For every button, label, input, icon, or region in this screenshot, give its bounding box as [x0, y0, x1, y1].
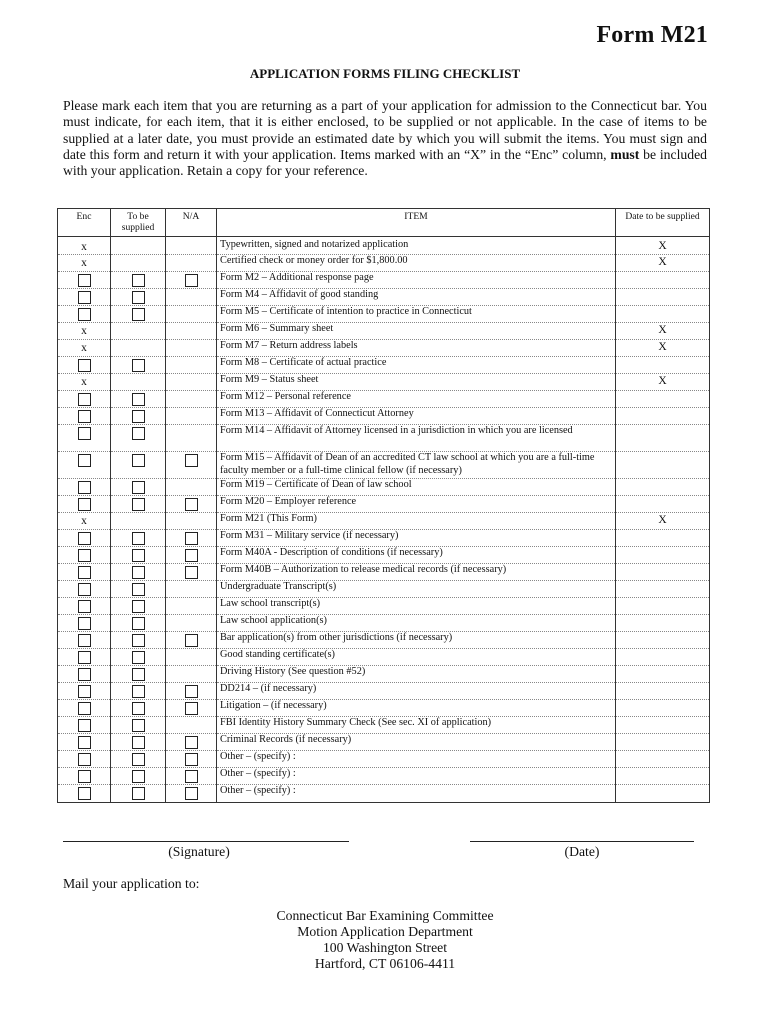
na-cell: [166, 581, 217, 598]
address-line: Connecticut Bar Examining Committee: [276, 908, 494, 923]
enc-cell: [58, 237, 111, 255]
table-row: [58, 649, 710, 666]
date-to-be-supplied-cell: [616, 391, 710, 408]
date-to-be-supplied-cell: [616, 598, 710, 615]
item-label: Form M2 – Additional response page: [217, 272, 616, 289]
na-cell: [166, 564, 217, 581]
to-be-supplied-cell: [111, 374, 166, 391]
item-label: Undergraduate Transcript(s): [217, 581, 616, 598]
item-label: Criminal Records (if necessary): [217, 734, 616, 751]
date-to-be-supplied-cell: [616, 425, 710, 452]
enc-cell: [58, 479, 111, 496]
date-to-be-supplied-cell: [616, 785, 710, 803]
table-row: [58, 272, 710, 289]
date-to-be-supplied-cell: X: [616, 374, 710, 391]
na-cell: [166, 340, 217, 357]
instructions-text-1: Please mark each item that you are returning as a part of your application for admission to the Connecticut bar. You must indicate, for each item, that it is either enclosed, to be supplied or not applicable. In the case of items to be supplied at a later date, you must provide an estimated date by which you will submit the items. You must sign and date this form and return it with your application. Items marked with an “X” in the “Enc” column,: [63, 98, 707, 162]
na-cell: [166, 717, 217, 734]
na-cell: [166, 615, 217, 632]
to-be-supplied-checkbox[interactable]: [132, 410, 145, 423]
enc-cell: [58, 615, 111, 632]
date-to-be-supplied-cell: [616, 751, 710, 768]
na-cell: [166, 452, 217, 479]
header-to-be-supplied: To be supplied: [111, 209, 166, 237]
table-row: [58, 683, 710, 700]
enc-checkbox[interactable]: [78, 787, 91, 800]
signature-line: [63, 841, 349, 842]
enc-checkbox[interactable]: [78, 770, 91, 783]
enc-checkbox[interactable]: [78, 634, 91, 647]
item-label: Other – (specify) :: [217, 768, 616, 785]
table-row: [58, 374, 710, 391]
date-to-be-supplied-cell: [616, 666, 710, 683]
enc-mark: x: [81, 515, 87, 527]
enc-checkbox[interactable]: [78, 651, 91, 664]
item-label: Law school transcript(s): [217, 598, 616, 615]
table-row: [58, 479, 710, 496]
to-be-supplied-cell: [111, 513, 166, 530]
enc-cell: [58, 683, 111, 700]
na-checkbox[interactable]: [185, 274, 198, 287]
enc-cell: [58, 272, 111, 289]
instructions-emphasis: must: [610, 146, 640, 162]
table-row: [58, 615, 710, 632]
to-be-supplied-cell: [111, 785, 166, 803]
item-label: Form M4 – Affidavit of good standing: [217, 289, 616, 306]
to-be-supplied-checkbox[interactable]: [132, 498, 145, 511]
na-cell: [166, 666, 217, 683]
to-be-supplied-checkbox[interactable]: [132, 736, 145, 749]
date-to-be-supplied-cell: [616, 734, 710, 751]
to-be-supplied-cell: [111, 323, 166, 340]
instructions-text-2: be included with your application. Retain a copy for your reference.: [63, 146, 707, 179]
signature-label: (Signature): [168, 844, 230, 859]
na-cell: [166, 632, 217, 649]
item-label: Form M31 – Military service (if necessary): [217, 530, 616, 547]
to-be-supplied-checkbox[interactable]: [132, 566, 145, 579]
date-to-be-supplied-cell: [616, 408, 710, 425]
header-item: ITEM: [217, 209, 616, 237]
date-to-be-supplied-cell: [616, 700, 710, 717]
mail-label: Mail your application to:: [63, 876, 200, 891]
enc-cell: [58, 255, 111, 272]
na-cell: [166, 479, 217, 496]
enc-cell: [58, 547, 111, 564]
to-be-supplied-cell: [111, 751, 166, 768]
to-be-supplied-cell: [111, 768, 166, 785]
to-be-supplied-checkbox[interactable]: [132, 274, 145, 287]
to-be-supplied-checkbox[interactable]: [132, 634, 145, 647]
date-to-be-supplied-cell: [616, 564, 710, 581]
na-checkbox[interactable]: [185, 770, 198, 783]
table-row: [58, 751, 710, 768]
enc-cell: [58, 425, 111, 452]
table-row: [58, 581, 710, 598]
date-to-be-supplied-cell: [616, 649, 710, 666]
na-cell: [166, 289, 217, 306]
na-cell: [166, 374, 217, 391]
table-row: [58, 323, 710, 340]
date-to-be-supplied-cell: [616, 547, 710, 564]
table-row: [58, 513, 710, 530]
to-be-supplied-checkbox[interactable]: [132, 651, 145, 664]
enc-checkbox[interactable]: [78, 566, 91, 579]
na-cell: [166, 513, 217, 530]
item-label: Other – (specify) :: [217, 751, 616, 768]
enc-checkbox[interactable]: [78, 454, 91, 467]
enc-cell: [58, 391, 111, 408]
to-be-supplied-cell: [111, 683, 166, 700]
item-label: Bar application(s) from other jurisdictions (if necessary): [217, 632, 616, 649]
to-be-supplied-checkbox[interactable]: [132, 291, 145, 304]
date-to-be-supplied-cell: [616, 272, 710, 289]
item-label: Form M8 – Certificate of actual practice: [217, 357, 616, 374]
item-label: Form M7 – Return address labels: [217, 340, 616, 357]
item-label: Form M13 – Affidavit of Connecticut Attorney: [217, 408, 616, 425]
enc-checkbox[interactable]: [78, 600, 91, 613]
to-be-supplied-cell: [111, 306, 166, 323]
to-be-supplied-checkbox[interactable]: [132, 359, 145, 372]
na-cell: [166, 255, 217, 272]
to-be-supplied-checkbox[interactable]: [132, 549, 145, 562]
to-be-supplied-cell: [111, 632, 166, 649]
enc-checkbox[interactable]: [78, 393, 91, 406]
form-number: Form M21: [596, 22, 708, 48]
to-be-supplied-checkbox[interactable]: [132, 481, 145, 494]
to-be-supplied-checkbox[interactable]: [132, 583, 145, 596]
na-cell: [166, 785, 217, 803]
enc-checkbox[interactable]: [78, 532, 91, 545]
instructions-paragraph: [63, 98, 707, 179]
na-checkbox[interactable]: [185, 787, 198, 800]
table-row: [58, 632, 710, 649]
address-line: 100 Washington Street: [322, 940, 448, 955]
header-enc: Enc: [58, 209, 111, 237]
table-row: [58, 547, 710, 564]
enc-mark: x: [81, 342, 87, 354]
enc-cell: [58, 717, 111, 734]
enc-cell: [58, 496, 111, 513]
date-to-be-supplied-cell: [616, 306, 710, 323]
to-be-supplied-checkbox[interactable]: [132, 600, 145, 613]
to-be-supplied-cell: [111, 666, 166, 683]
enc-mark: x: [81, 241, 87, 253]
enc-checkbox[interactable]: [78, 498, 91, 511]
item-label: Certified check or money order for $1,800.00: [217, 255, 616, 272]
item-label: Form M9 – Status sheet: [217, 374, 616, 391]
checklist-body: [58, 237, 710, 803]
enc-cell: [58, 785, 111, 803]
to-be-supplied-cell: [111, 598, 166, 615]
na-cell: [166, 683, 217, 700]
item-label: Form M19 – Certificate of Dean of law school: [217, 479, 616, 496]
to-be-supplied-cell: [111, 357, 166, 374]
na-cell: [166, 649, 217, 666]
table-row: [58, 717, 710, 734]
item-label: Good standing certificate(s): [217, 649, 616, 666]
address-line: Motion Application Department: [297, 924, 473, 939]
enc-cell: [58, 530, 111, 547]
date-to-be-supplied-cell: [616, 632, 710, 649]
enc-checkbox[interactable]: [78, 668, 91, 681]
date-to-be-supplied-cell: [616, 452, 710, 479]
enc-cell: [58, 513, 111, 530]
table-row: [58, 700, 710, 717]
enc-cell: [58, 306, 111, 323]
enc-checkbox[interactable]: [78, 427, 91, 440]
to-be-supplied-checkbox[interactable]: [132, 668, 145, 681]
table-row: [58, 768, 710, 785]
na-checkbox[interactable]: [185, 685, 198, 698]
enc-cell: [58, 581, 111, 598]
enc-checkbox[interactable]: [78, 308, 91, 321]
to-be-supplied-cell: [111, 272, 166, 289]
na-checkbox[interactable]: [185, 566, 198, 579]
date-to-be-supplied-cell: X: [616, 255, 710, 272]
item-label: Driving History (See question #52): [217, 666, 616, 683]
to-be-supplied-cell: [111, 340, 166, 357]
na-checkbox[interactable]: [185, 454, 198, 467]
to-be-supplied-cell: [111, 530, 166, 547]
na-checkbox[interactable]: [185, 549, 198, 562]
na-checkbox[interactable]: [185, 736, 198, 749]
na-cell: [166, 547, 217, 564]
table-row: [58, 237, 710, 255]
date-to-be-supplied-cell: [616, 717, 710, 734]
to-be-supplied-cell: [111, 615, 166, 632]
table-row: [58, 357, 710, 374]
na-cell: [166, 751, 217, 768]
to-be-supplied-checkbox[interactable]: [132, 427, 145, 440]
address-line: Hartford, CT 06106-4411: [314, 956, 456, 971]
to-be-supplied-cell: [111, 391, 166, 408]
to-be-supplied-checkbox[interactable]: [132, 532, 145, 545]
enc-checkbox[interactable]: [78, 685, 91, 698]
to-be-supplied-cell: [111, 255, 166, 272]
enc-mark: x: [81, 325, 87, 337]
item-label: FBI Identity History Summary Check (See sec. XI of application): [217, 717, 616, 734]
enc-checkbox[interactable]: [78, 410, 91, 423]
checklist-header-row: [58, 209, 710, 237]
date-label: (Date): [564, 844, 600, 859]
to-be-supplied-checkbox[interactable]: [132, 393, 145, 406]
item-label: Law school application(s): [217, 615, 616, 632]
item-label: Typewritten, signed and notarized application: [217, 237, 616, 255]
enc-checkbox[interactable]: [78, 617, 91, 630]
enc-cell: [58, 323, 111, 340]
date-to-be-supplied-cell: X: [616, 340, 710, 357]
to-be-supplied-checkbox[interactable]: [132, 719, 145, 732]
na-cell: [166, 530, 217, 547]
to-be-supplied-cell: [111, 479, 166, 496]
enc-cell: [58, 768, 111, 785]
table-row: [58, 425, 710, 452]
enc-cell: [58, 751, 111, 768]
to-be-supplied-cell: [111, 289, 166, 306]
enc-cell: [58, 374, 111, 391]
to-be-supplied-checkbox[interactable]: [132, 685, 145, 698]
na-checkbox[interactable]: [185, 532, 198, 545]
enc-cell: [58, 564, 111, 581]
date-to-be-supplied-cell: [616, 615, 710, 632]
item-label: DD214 – (if necessary): [217, 683, 616, 700]
na-cell: [166, 768, 217, 785]
na-checkbox[interactable]: [185, 702, 198, 715]
table-row: [58, 306, 710, 323]
date-to-be-supplied-cell: X: [616, 513, 710, 530]
na-cell: [166, 496, 217, 513]
header-date: Date to be supplied: [616, 209, 710, 237]
item-label: Form M21 (This Form): [217, 513, 616, 530]
checklist-table: [57, 208, 710, 803]
enc-cell: [58, 734, 111, 751]
enc-mark: x: [81, 376, 87, 388]
mailing-address: [0, 908, 770, 972]
to-be-supplied-checkbox[interactable]: [132, 770, 145, 783]
enc-cell: [58, 357, 111, 374]
item-label: Form M14 – Affidavit of Attorney licensed in a jurisdiction in which you are licensed: [217, 425, 616, 452]
table-row: [58, 391, 710, 408]
item-label: Litigation – (if necessary): [217, 700, 616, 717]
enc-checkbox[interactable]: [78, 291, 91, 304]
enc-cell: [58, 340, 111, 357]
enc-checkbox[interactable]: [78, 719, 91, 732]
date-to-be-supplied-cell: [616, 357, 710, 374]
table-row: [58, 255, 710, 272]
to-be-supplied-cell: [111, 425, 166, 452]
date-to-be-supplied-cell: [616, 581, 710, 598]
table-row: [58, 785, 710, 803]
na-cell: [166, 357, 217, 374]
item-label: Other – (specify) :: [217, 785, 616, 803]
to-be-supplied-cell: [111, 408, 166, 425]
table-row: [58, 734, 710, 751]
enc-cell: [58, 700, 111, 717]
enc-checkbox[interactable]: [78, 274, 91, 287]
table-row: [58, 496, 710, 513]
enc-cell: [58, 289, 111, 306]
na-cell: [166, 306, 217, 323]
to-be-supplied-cell: [111, 547, 166, 564]
enc-cell: [58, 632, 111, 649]
na-cell: [166, 323, 217, 340]
na-cell: [166, 272, 217, 289]
date-to-be-supplied-cell: [616, 768, 710, 785]
to-be-supplied-checkbox[interactable]: [132, 454, 145, 467]
to-be-supplied-cell: [111, 649, 166, 666]
item-label: Form M5 – Certificate of intention to practice in Connecticut: [217, 306, 616, 323]
item-label: Form M20 – Employer reference: [217, 496, 616, 513]
date-to-be-supplied-cell: X: [616, 323, 710, 340]
item-label: Form M40B – Authorization to release medical records (if necessary): [217, 564, 616, 581]
to-be-supplied-cell: [111, 452, 166, 479]
table-row: [58, 598, 710, 615]
page-title: APPLICATION FORMS FILING CHECKLIST: [249, 66, 521, 81]
date-to-be-supplied-cell: [616, 530, 710, 547]
to-be-supplied-checkbox[interactable]: [132, 308, 145, 321]
item-label: Form M12 – Personal reference: [217, 391, 616, 408]
enc-mark: x: [81, 257, 87, 269]
enc-checkbox[interactable]: [78, 702, 91, 715]
to-be-supplied-cell: [111, 717, 166, 734]
table-row: [58, 666, 710, 683]
enc-cell: [58, 649, 111, 666]
date-to-be-supplied-cell: [616, 289, 710, 306]
header-na: N/A: [166, 209, 217, 237]
item-label: Form M15 – Affidavit of Dean of an accredited CT law school at which you are a full-time faculty member or a full-time clinical fellow (if necessary): [217, 452, 616, 479]
enc-checkbox[interactable]: [78, 736, 91, 749]
na-cell: [166, 391, 217, 408]
na-cell: [166, 700, 217, 717]
enc-cell: [58, 452, 111, 479]
to-be-supplied-checkbox[interactable]: [132, 617, 145, 630]
na-cell: [166, 237, 217, 255]
enc-checkbox[interactable]: [78, 359, 91, 372]
to-be-supplied-checkbox[interactable]: [132, 702, 145, 715]
na-checkbox[interactable]: [185, 498, 198, 511]
date-to-be-supplied-cell: [616, 496, 710, 513]
table-row: [58, 530, 710, 547]
na-cell: [166, 598, 217, 615]
date-to-be-supplied-cell: [616, 683, 710, 700]
enc-checkbox[interactable]: [78, 481, 91, 494]
to-be-supplied-checkbox[interactable]: [132, 787, 145, 800]
enc-cell: [58, 408, 111, 425]
to-be-supplied-cell: [111, 581, 166, 598]
to-be-supplied-checkbox[interactable]: [132, 753, 145, 766]
table-row: [58, 289, 710, 306]
to-be-supplied-cell: [111, 734, 166, 751]
table-row: [58, 408, 710, 425]
enc-cell: [58, 598, 111, 615]
table-row: [58, 340, 710, 357]
na-checkbox[interactable]: [185, 753, 198, 766]
table-row: [58, 452, 710, 479]
na-checkbox[interactable]: [185, 634, 198, 647]
date-to-be-supplied-cell: [616, 479, 710, 496]
enc-cell: [58, 666, 111, 683]
na-cell: [166, 408, 217, 425]
to-be-supplied-cell: [111, 564, 166, 581]
date-to-be-supplied-cell: X: [616, 237, 710, 255]
na-cell: [166, 734, 217, 751]
to-be-supplied-cell: [111, 700, 166, 717]
enc-checkbox[interactable]: [78, 583, 91, 596]
item-label: Form M40A - Description of conditions (if necessary): [217, 547, 616, 564]
to-be-supplied-cell: [111, 237, 166, 255]
to-be-supplied-cell: [111, 496, 166, 513]
date-line: [470, 841, 694, 842]
enc-checkbox[interactable]: [78, 549, 91, 562]
na-cell: [166, 425, 217, 452]
enc-checkbox[interactable]: [78, 753, 91, 766]
item-label: Form M6 – Summary sheet: [217, 323, 616, 340]
table-row: [58, 564, 710, 581]
